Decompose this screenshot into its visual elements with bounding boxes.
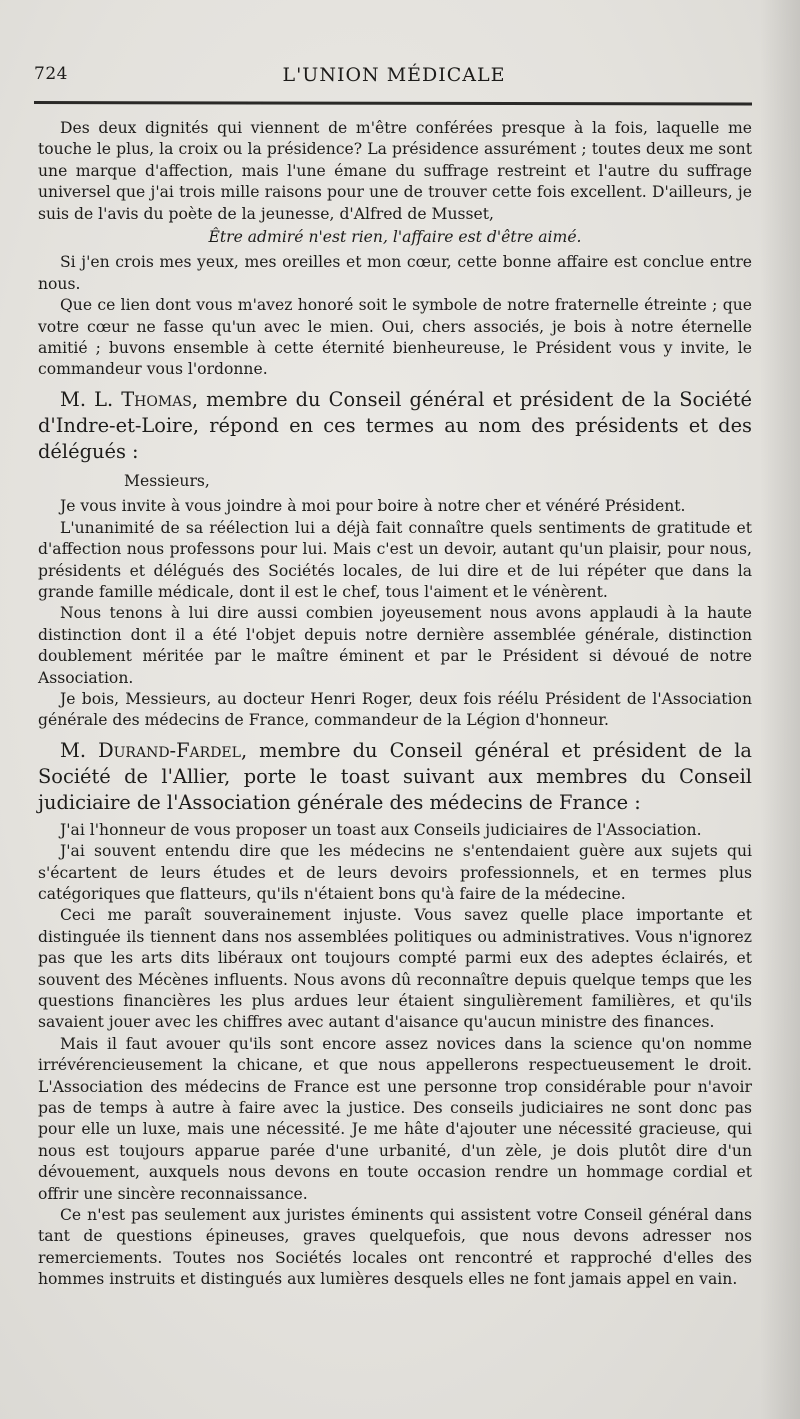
speaker-heading (38, 738, 752, 816)
paragraph: Nous tenons à lui dire aussi combien joyeusement nous avons applaudi à la haute distinction dont il a été l'objet depuis notre dernière assemblée générale, distinction doublement méritée par le maître éminent et par le Président si dévoué de notre Association. (38, 604, 752, 687)
speaker-name: Thomas (121, 387, 192, 411)
header-rule (34, 101, 752, 106)
paragraph: J'ai l'honneur de vous proposer un toast aux Conseils judiciaires de l'Association. (60, 820, 702, 839)
speaker-description: , membre du Conseil général et président de la Société d'Indre-et-Loire, répond en ces termes au nom des présidents et des délégués : (38, 387, 752, 463)
running-head (34, 64, 744, 94)
paragraph: Des deux dignités qui viennent de m'être conférées presque à la fois, laquelle me touche le plus, la croix ou la présidence? La présidence assurément ; toutes deux me sont une marque d'affection, mais l'une émane du suffrage restreint et l'autre du suffrage universel que j'ai trois mille raisons pour une de trouver cette fois excellent. D'ailleurs, je suis de l'avis du poète de la jeunesse, d'Alfred de Musset, (38, 119, 752, 223)
speaker-name: Durand-Fardel (98, 738, 241, 762)
paragraph: Mais il faut avouer qu'ils sont encore assez novices dans la science qu'on nomme irrévérencieusement la chicane, et que nous appellerons respectueusement le droit. L'Association des médecins de France est une personne trop considérable pour n'avoir pas de temps à autre à faire avec la justice. Des conseils judiciaires ne sont donc pas pour elle un luxe, mais une nécessité. Je me hâte d'ajouter une nécessité gracieuse, qui nous est toujours apparue parée d'une urbanité, d'un zèle, je dois plutôt dire d'un dévouement, auxquels nous devons en toute occasion rendre un hommage cordial et offrir une sincère reconnaissance. (38, 1034, 752, 1203)
paragraph: Je vous invite à vous joindre à moi pour boire à notre cher et vénéré Président. (60, 497, 686, 516)
page-edge-shadow (760, 0, 800, 1419)
salutation: Messieurs, (124, 471, 210, 490)
article-body (38, 118, 752, 1291)
speaker-heading (38, 387, 752, 465)
paragraph: Si j'en crois mes yeux, mes oreilles et mon cœur, cette bonne affaire est conclue entre nous. (38, 253, 752, 293)
page-number: 724 (34, 64, 68, 84)
paragraph: Ceci me paraît souverainement injuste. Vous savez quelle place importante et distinguée ils tiennent dans nos assemblées politiques ou administratives. Vous n'ignorez pas que les arts dits libéraux ont toujours compté parmi eux des adeptes éclairés, et souvent des Mécènes influents. Nous avons dû reconnaître depuis quelque temps que les questions financières les plus ardues leur étaient singulièrement familières, et qu'ils savaient jouer avec les chiffres avec autant d'aisance qu'aucun ministre des finances. (38, 906, 752, 1032)
speaker-prefix: M. L. (60, 387, 122, 411)
paragraph: Ce n'est pas seulement aux juristes éminents qui assistent votre Conseil général dans tant de questions épineuses, graves quelquefois, que nous devons adresser nos remerciements. Toutes nos Sociétés locales ont rencontré et rapproché d'elles des hommes instruits et distingués aux lumières desquels elles ne font jamais appel en vain. (38, 1206, 752, 1289)
paragraph: L'unanimité de sa réélection lui a déjà fait connaître quels sentiments de gratitude et d'affection nous professons pour lui. Mais c'est un devoir, autant qu'un plaisir, pour nous, présidents et délégués des Sociétés locales, de lui dire et de lui répéter que dans la grande famille médicale, dont il est le chef, tous l'aiment et le vénèrent. (38, 518, 752, 601)
speaker-description: , membre du Conseil général et président de la Société de l'Allier, porte le toast suivant aux membres du Conseil judiciaire de l'Association générale des médecins de France : (38, 738, 752, 814)
paragraph: Que ce lien dont vous m'avez honoré soit le symbole de notre fraternelle étreinte ; que votre cœur ne fasse qu'un avec le mien. Oui, chers associés, je bois à notre éternelle amitié ; buvons ensemble à cette éternité bienheureuse, le Président vous y invite, le commandeur vous l'ordonne. (38, 296, 752, 379)
quoted-verse: Être admiré n'est rien, l'affaire est d'être aimé. (208, 228, 582, 247)
paragraph: J'ai souvent entendu dire que les médecins ne s'entendaient guère aux sujets qui s'écartent de leurs études et de leurs devoirs professionnels, et en termes plus catégoriques que flatteurs, qu'ils n'étaient bons qu'à faire de la médecine. (38, 842, 752, 903)
journal-title: L'UNION MÉDICALE (282, 64, 506, 86)
paragraph: Je bois, Messieurs, au docteur Henri Roger, deux fois réélu Président de l'Association générale des médecins de France, commandeur de la Légion d'honneur. (38, 689, 752, 730)
speaker-prefix: M. (60, 738, 99, 762)
